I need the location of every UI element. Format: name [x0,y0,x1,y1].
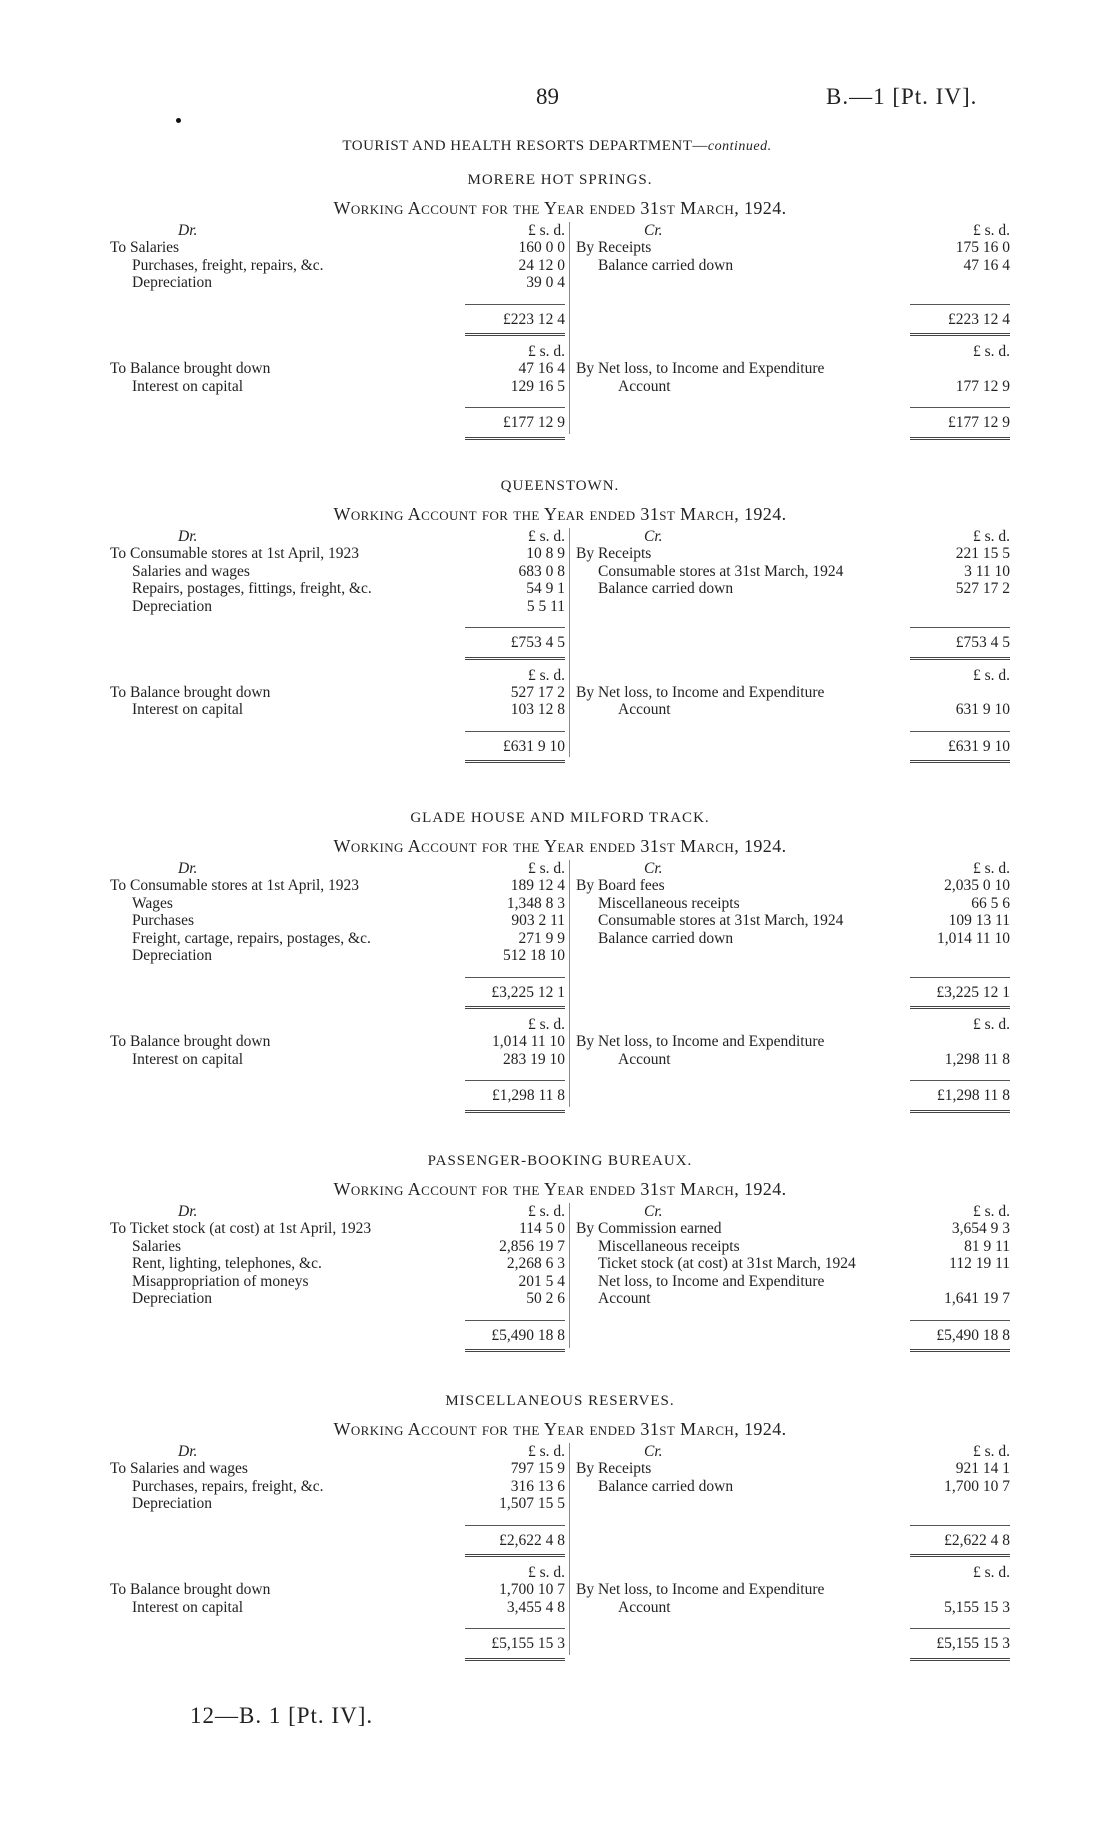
debit-amount: 1,700 10 7 [499,1581,565,1598]
units-label: £ s. d. [527,1016,565,1033]
credit-row [576,684,1010,702]
debit-label: Interest on capital [132,1598,244,1616]
total-amount: £223 12 4 [465,304,565,329]
credit-row [576,1460,1010,1478]
debit-header [110,1203,565,1220]
credit-label: By Board fees [576,877,665,894]
credit-side [576,860,1010,1104]
credit-label: By Net loss, to Income and Expenditure [576,683,825,701]
debit-amount: 201 5 4 [518,1272,565,1290]
debit-row [110,1220,565,1238]
credit-label: Balance carried down [598,580,734,597]
credit-row [576,1478,1010,1496]
credit-label: By Receipts [576,545,652,562]
credit-side [576,222,1010,431]
credit-amount: 1,298 11 8 [944,1050,1010,1068]
total-row [576,1320,1010,1344]
spacer [576,1308,1010,1320]
heading-text: Working Account for the Year ended 31st March, 1924. [333,198,787,218]
debit-amount: 39 0 4 [526,274,565,291]
section-title: MISCELLANEOUS RESERVES. [445,1393,675,1409]
debit-label: Repairs, postages, fittings, freight, &c. [132,580,372,597]
account-table [110,1443,1010,1659]
credit-amount: 221 15 5 [955,545,1010,562]
debit-label: To Ticket stock (at cost) at 1st April, 1923 [110,1220,372,1237]
account-section [110,172,1010,438]
debit-amount: 683 0 8 [518,562,565,580]
credit-row [576,239,1010,257]
debit-amount: 283 19 10 [503,1050,565,1068]
debit-amount: 512 18 10 [503,947,565,964]
debit-amount: 103 12 8 [510,701,565,718]
spacer [110,1308,565,1320]
cr-label: Cr. [644,860,663,877]
debit-row [110,1238,565,1256]
debit-amount: 271 9 9 [518,929,565,947]
total-amount: £5,155 15 3 [910,1628,1010,1653]
spacer [110,292,565,304]
page-footer: 12—B. 1 [Pt. IV]. [190,1703,374,1728]
debit-row [110,274,565,292]
units-header [110,667,565,684]
debit-row [110,877,565,895]
total-amount: £177 12 9 [465,407,565,432]
credit-row [576,257,1010,275]
credit-row [576,563,1010,581]
debit-label: Salaries [132,1237,182,1255]
credit-row [576,912,1010,930]
debit-amount: 10 8 9 [526,545,565,562]
debit-row [110,598,565,616]
units-label: £ s. d. [972,860,1010,877]
debit-label: To Balance brought down [110,683,271,701]
credit-label: Balance carried down [598,929,734,947]
debit-amount: 1,014 11 10 [491,1033,565,1050]
debit-label: Depreciation [132,1495,213,1512]
section-title: MORERE HOT SPRINGS. [467,172,653,188]
total-row [576,304,1010,328]
spacer [110,395,565,407]
credit-row [576,877,1010,895]
units-label: £ s. d. [527,666,565,684]
credit-header [576,860,1010,877]
total-amount: £3,225 12 1 [465,977,565,1002]
spacer [110,1068,565,1080]
column-divider [569,860,570,1107]
total-row [576,627,1010,651]
debit-row [110,1051,565,1069]
spacer [576,274,1010,304]
debit-label: Interest on capital [132,377,244,395]
debit-amount: 316 13 6 [510,1477,565,1495]
debit-row [110,1581,565,1599]
debit-row [110,930,565,948]
debit-amount: 5 5 11 [526,597,565,615]
credit-row [576,701,1010,719]
debit-amount: 2,856 19 7 [499,1237,565,1255]
total-row [110,1628,565,1652]
units-header [110,1016,565,1033]
credit-amount: 2,035 0 10 [944,877,1010,894]
section-title: GLADE HOUSE AND MILFORD TRACK. [410,810,710,826]
units-label: £ s. d. [527,528,565,545]
total-row [576,407,1010,431]
units-label: £ s. d. [527,343,565,360]
credit-label: Account [618,1050,671,1068]
account-table [110,1203,1010,1352]
debit-label: Rent, lighting, telephones, &c. [132,1255,322,1272]
debit-label: Freight, cartage, repairs, postages, &c. [132,929,371,947]
account-section [110,1153,1010,1352]
debit-label: Salaries and wages [132,562,250,580]
total-amount: £753 4 5 [465,627,565,652]
debit-row [110,378,565,396]
credit-amount: 175 16 0 [955,239,1010,256]
credit-label: By Net loss, to Income and Expenditure [576,1581,825,1598]
debit-label: To Salaries and wages [110,1460,248,1477]
debit-label: To Balance brought down [110,1033,271,1050]
working-account-heading [110,836,1010,860]
debit-label: Purchases, freight, repairs, &c. [132,256,324,274]
debit-row [110,684,565,702]
total-amount: £631 9 10 [910,731,1010,756]
total-row [576,731,1010,755]
debit-amount: 54 9 1 [526,580,565,597]
debit-row [110,580,565,598]
section-title: QUEENSTOWN. [500,478,620,494]
debit-amount: 1,348 8 3 [506,894,565,912]
total-amount: £177 12 9 [910,407,1010,432]
heading-text: Working Account for the Year ended 31st March, 1924. [333,504,787,524]
cr-label: Cr. [644,1443,663,1460]
debit-amount: 2,268 6 3 [506,1255,565,1272]
credit-label: By Commission earned [576,1220,722,1237]
debit-header [110,528,565,545]
total-amount: £631 9 10 [465,731,565,756]
units-label: £ s. d. [972,1203,1010,1220]
credit-row [576,1581,1010,1599]
credit-label: Consumable stores at 31st March, 1924 [598,562,844,580]
credit-amount: 66 5 6 [971,894,1010,912]
credit-header [576,222,1010,239]
department-heading: TOURIST AND HEALTH RESORTS DEPARTMENT—continued. [342,138,772,154]
debit-header [110,222,565,239]
debit-amount: 3,455 4 8 [506,1598,565,1616]
ink-dot [176,118,181,123]
credit-row [576,1273,1010,1291]
account-section [110,810,1010,1111]
spacer [110,719,565,731]
credit-side [576,528,1010,755]
units-label: £ s. d. [972,666,1010,684]
spacer [576,1495,1010,1525]
debit-label: Depreciation [132,1290,213,1307]
spacer [576,598,1010,628]
debit-amount: 527 17 2 [510,683,565,701]
debit-row [110,563,565,581]
credit-row [576,1220,1010,1238]
credit-header [576,1203,1010,1220]
credit-row [576,1238,1010,1256]
credit-label: Balance carried down [598,1477,734,1495]
total-row [576,1628,1010,1652]
debit-row [110,1273,565,1291]
debit-side [110,1443,565,1652]
credit-row [576,1255,1010,1273]
debit-amount: 47 16 4 [518,360,565,377]
units-label: £ s. d. [527,222,565,239]
dr-label: Dr. [178,528,198,545]
debit-row [110,239,565,257]
total-row [110,1080,565,1104]
credit-amount: 1,641 19 7 [944,1290,1010,1307]
total-row [110,1525,565,1549]
total-amount: £2,622 4 8 [465,1525,565,1550]
spacer [576,719,1010,731]
working-account-heading [110,504,1010,528]
debit-label: Wages [132,894,173,912]
debit-row [110,1478,565,1496]
debit-label: Depreciation [132,597,213,615]
credit-amount: 112 19 11 [949,1255,1010,1272]
heading-text: Working Account for the Year ended 31st March, 1924. [333,836,787,856]
credit-label: Account [618,1598,671,1616]
units-label: £ s. d. [972,1016,1010,1033]
credit-amount: 921 14 1 [955,1460,1010,1477]
credit-amount: 631 9 10 [955,701,1010,718]
debit-row [110,1599,565,1617]
debit-row [110,701,565,719]
total-amount: £1,298 11 8 [465,1080,565,1105]
total-row [110,731,565,755]
units-label: £ s. d. [527,1564,565,1581]
credit-header [576,528,1010,545]
credit-side [576,1443,1010,1652]
heading-text: Working Account for the Year ended 31st March, 1924. [333,1419,787,1439]
column-divider [569,1443,570,1655]
credit-amount: 177 12 9 [955,377,1010,395]
credit-label: By Net loss, to Income and Expenditure [576,360,825,377]
debit-row [110,1495,565,1513]
debit-row [110,1290,565,1308]
spacer [110,615,565,627]
debit-amount: 114 5 0 [519,1220,565,1237]
total-amount: £753 4 5 [910,627,1010,652]
debit-amount: 129 16 5 [510,377,565,395]
debit-row [110,257,565,275]
units-label: £ s. d. [972,343,1010,360]
credit-header [576,1443,1010,1460]
total-amount: £2,622 4 8 [910,1525,1010,1550]
spacer [110,1616,565,1628]
total-amount: £5,490 18 8 [465,1320,565,1345]
total-row [576,1525,1010,1549]
credit-amount: 1,014 11 10 [936,929,1010,947]
credit-row [576,580,1010,598]
column-divider [569,222,570,434]
credit-label: Ticket stock (at cost) at 31st March, 1924 [598,1255,856,1272]
column-divider [569,528,570,757]
debit-row [110,1033,565,1051]
debit-row [110,545,565,563]
debit-amount: 24 12 0 [518,256,565,274]
units-label: £ s. d. [527,1443,565,1460]
credit-row [576,360,1010,378]
debit-label: To Consumable stores at 1st April, 1923 [110,877,360,894]
cr-label: Cr. [644,528,663,545]
cr-label: Cr. [644,222,663,239]
debit-amount: 1,507 15 5 [499,1495,565,1512]
total-row [110,304,565,328]
spacer [110,965,565,977]
credit-amount: 3 11 10 [964,562,1010,580]
credit-side [576,1203,1010,1344]
debit-header [110,860,565,877]
credit-amount: 81 9 11 [964,1237,1010,1255]
credit-label: Account [618,701,671,718]
units-header [576,343,1010,360]
credit-label: Balance carried down [598,256,734,274]
units-label: £ s. d. [972,528,1010,545]
debit-label: Depreciation [132,947,213,964]
debit-side [110,222,565,431]
cr-label: Cr. [644,1203,663,1220]
debit-row [110,360,565,378]
credit-amount: 47 16 4 [963,256,1010,274]
account-table [110,860,1010,1111]
debit-amount: 50 2 6 [526,1290,565,1307]
credit-label: Miscellaneous receipts [598,894,740,912]
debit-label: Depreciation [132,274,213,291]
debit-side [110,528,565,755]
total-amount: £5,155 15 3 [465,1628,565,1653]
credit-label: Miscellaneous receipts [598,1237,740,1255]
debit-amount: 903 2 11 [511,912,565,929]
total-row [110,1320,565,1344]
credit-row [576,1051,1010,1069]
debit-row [110,1255,565,1273]
working-account-heading [110,1419,1010,1443]
debit-side [110,1203,565,1344]
account-section [110,478,1010,761]
dr-label: Dr. [178,860,198,877]
units-header [576,1016,1010,1033]
spacer [110,1513,565,1525]
total-row [110,627,565,651]
debit-amount: 189 12 4 [510,877,565,894]
total-row [110,407,565,431]
credit-row [576,545,1010,563]
credit-label: Account [598,1290,651,1307]
credit-row [576,378,1010,396]
credit-label: By Receipts [576,1460,652,1477]
column-divider [569,1203,570,1348]
debit-label: Interest on capital [132,1050,244,1068]
units-label: £ s. d. [972,1443,1010,1460]
credit-amount: 109 13 11 [948,912,1010,929]
credit-amount: 1,700 10 7 [944,1477,1010,1495]
credit-row [576,1599,1010,1617]
debit-row [110,912,565,930]
debit-label: To Consumable stores at 1st April, 1923 [110,545,360,562]
units-label: £ s. d. [972,222,1010,239]
debit-label: Interest on capital [132,701,244,718]
dr-label: Dr. [178,1203,198,1220]
debit-header [110,1443,565,1460]
units-header [576,667,1010,684]
total-row [110,977,565,1001]
units-header [110,343,565,360]
credit-amount: 5,155 15 3 [944,1598,1010,1616]
dr-label: Dr. [178,222,198,239]
section-title: PASSENGER-BOOKING BUREAUX. [427,1153,693,1169]
spacer [576,395,1010,407]
units-header [576,1564,1010,1581]
heading-text: Working Account for the Year ended 31st March, 1924. [333,1179,787,1199]
debit-label: Purchases [132,912,194,929]
units-header [110,1564,565,1581]
debit-side [110,860,565,1104]
spacer [576,1616,1010,1628]
debit-row [110,895,565,913]
debit-label: Misappropriation of moneys [132,1272,309,1290]
debit-label: Purchases, repairs, freight, &c. [132,1477,324,1495]
credit-row [576,895,1010,913]
credit-amount: 3,654 9 3 [951,1220,1010,1237]
debit-amount: 160 0 0 [518,239,565,256]
working-account-heading [110,1179,1010,1203]
total-amount: £223 12 4 [910,304,1010,329]
debit-label: To Salaries [110,239,180,256]
units-label: £ s. d. [527,1203,565,1220]
debit-label: To Balance brought down [110,1581,271,1598]
dr-label: Dr. [178,1443,198,1460]
account-table [110,222,1010,438]
total-amount: £3,225 12 1 [910,977,1010,1002]
credit-row [576,930,1010,948]
page-number: 89 [536,84,559,109]
units-label: £ s. d. [527,860,565,877]
account-section [110,1393,1010,1659]
total-row [576,977,1010,1001]
page-reference: B.—1 [Pt. IV]. [826,84,978,109]
credit-row [576,1290,1010,1308]
credit-row [576,1033,1010,1051]
debit-row [110,947,565,965]
units-label: £ s. d. [972,1564,1010,1581]
credit-label: By Net loss, to Income and Expenditure [576,1033,825,1050]
credit-label: Account [618,377,671,395]
credit-label: By Receipts [576,239,652,256]
account-table [110,528,1010,761]
total-amount: £5,490 18 8 [910,1320,1010,1345]
credit-label: Net loss, to Income and Expenditure [598,1272,825,1290]
total-amount: £1,298 11 8 [910,1080,1010,1105]
spacer [576,1068,1010,1080]
spacer [576,947,1010,977]
credit-label: Consumable stores at 31st March, 1924 [598,912,844,929]
total-row [576,1080,1010,1104]
debit-row [110,1460,565,1478]
debit-amount: 797 15 9 [510,1460,565,1477]
debit-label: To Balance brought down [110,360,271,377]
credit-amount: 527 17 2 [955,580,1010,597]
working-account-heading [110,198,1010,222]
